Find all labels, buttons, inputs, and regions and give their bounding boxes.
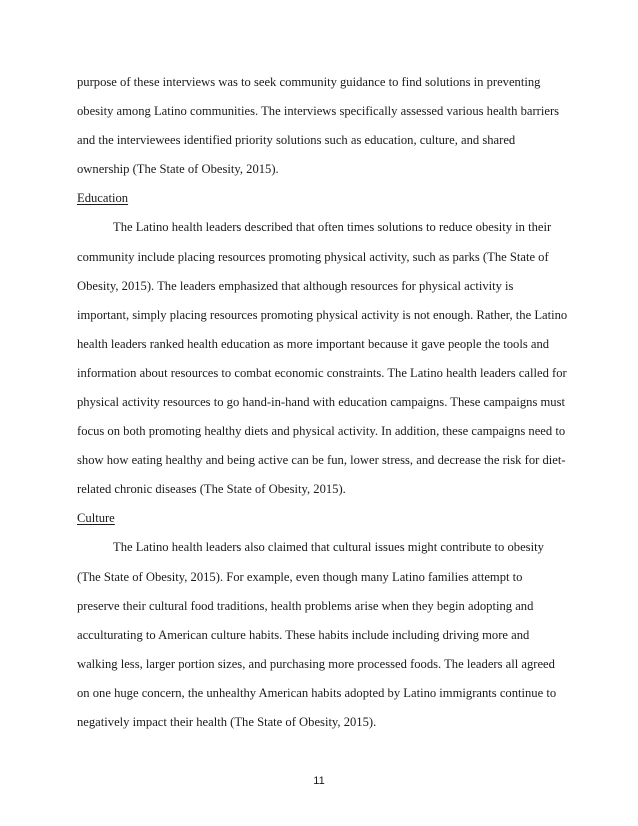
- education-line-3: Obesity, 2015). The leaders emphasized that although resources for physical activity is: [77, 279, 514, 293]
- education-line-9: show how eating healthy and being active can be fun, lower stress, and decrease the risk for diet-: [77, 453, 566, 467]
- paragraph-1-line-4: ownership (The State of Obesity, 2015).: [77, 162, 279, 176]
- education-line-8: focus on both promoting healthy diets and physical activity. In addition, these campaigns need to: [77, 424, 566, 438]
- paragraph-1-line-2: obesity among Latino communities. The interviews specifically assessed various health barriers: [77, 104, 560, 118]
- culture-heading: Culture: [77, 511, 115, 525]
- culture-line-1: The Latino health leaders also claimed that cultural issues might contribute to obesity: [113, 540, 544, 554]
- education-line-1: The Latino health leaders described that often times solutions to reduce obesity in their: [113, 220, 552, 234]
- page-number: 11: [313, 775, 325, 787]
- culture-line-7: negatively impact their health (The State of Obesity, 2015).: [77, 715, 377, 729]
- education-line-10: related chronic diseases (The State of Obesity, 2015).: [77, 482, 346, 496]
- culture-line-3: preserve their cultural food traditions, health problems arise when they begin adopting and: [77, 599, 534, 613]
- education-line-4: important, simply placing resources promoting physical activity is not enough. Rather, the Latino: [77, 308, 568, 322]
- education-line-5: health leaders ranked health education as more important because it gave people the tools and: [77, 337, 550, 351]
- culture-line-5: walking less, larger portion sizes, and purchasing more processed foods. The leaders all agreed: [77, 657, 555, 671]
- paragraph-1-line-3: and the interviewees identified priority solutions such as education, culture, and shared: [77, 133, 516, 147]
- education-heading: Education: [77, 191, 129, 205]
- education-line-6: information about resources to combat economic constraints. The Latino health leaders called for: [77, 366, 567, 380]
- culture-line-6: on one huge concern, the unhealthy American habits adopted by Latino immigrants continue to: [77, 686, 557, 700]
- paragraph-1-line-1: purpose of these interviews was to seek community guidance to find solutions in preventing: [77, 75, 541, 89]
- culture-line-4: acculturating to American culture habits. These habits include including driving more and: [77, 628, 530, 642]
- education-line-7: physical activity resources to go hand-in-hand with education campaigns. These campaigns must: [77, 395, 565, 409]
- culture-line-2: (The State of Obesity, 2015). For example, even though many Latino families attempt to: [77, 570, 523, 584]
- education-line-2: community include placing resources promoting physical activity, such as parks (The State of: [77, 250, 549, 264]
